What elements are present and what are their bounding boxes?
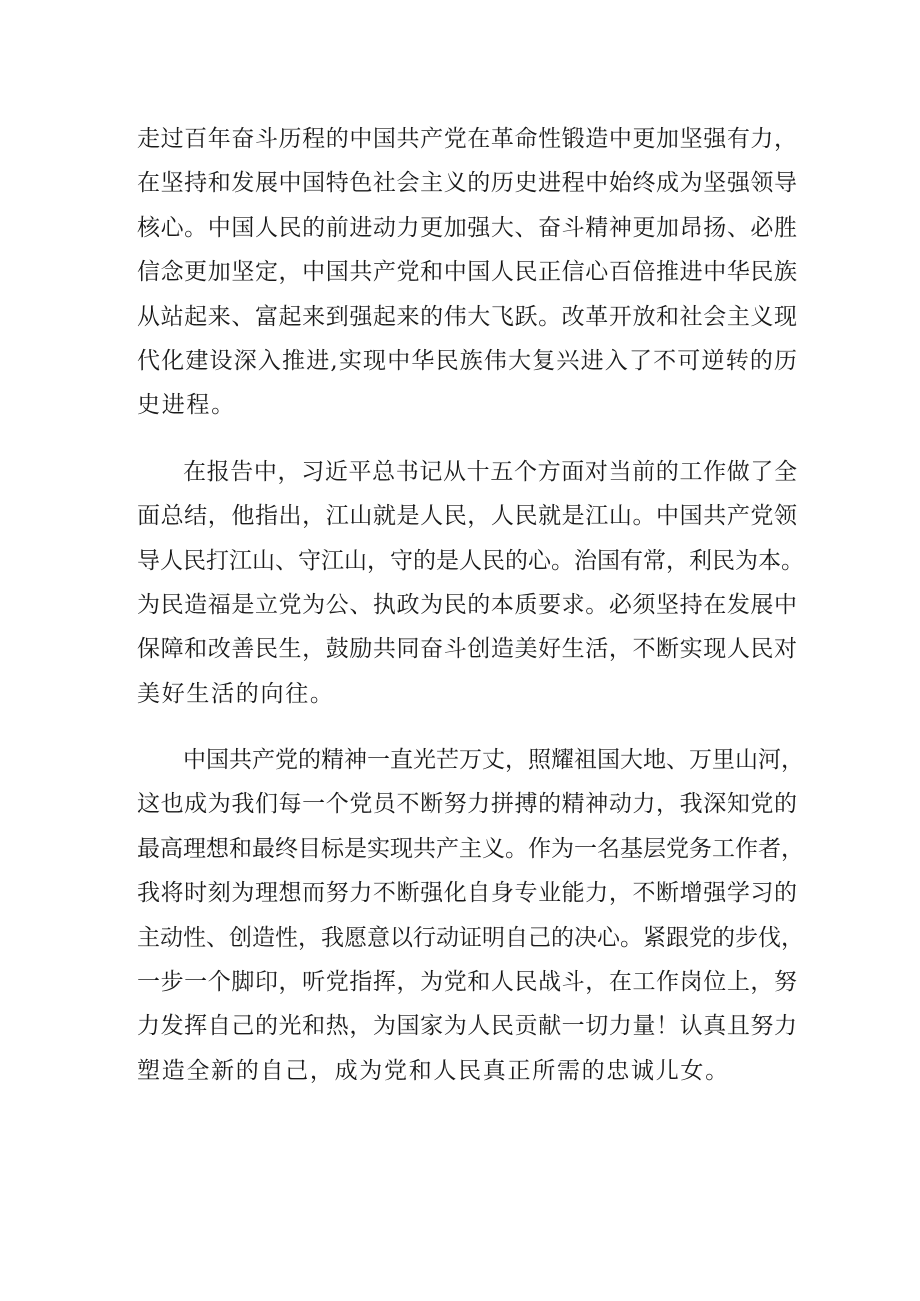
paragraph-2 [137,450,804,716]
paragraph-line: 为民造福是立党为公、执政为民的本质要求。必须坚持在发展中 [137,591,797,618]
paragraph-line: 在报告中，习近平总书记从十五个方面对当前的工作做了全 [183,458,797,485]
paragraph-line: 导人民打江山、守江山，守的是人民的心。治国有常，利民为本。 [137,547,804,574]
paragraph-line: 从站起来、富起来到强起来的伟大飞跃。改革开放和社会主义现 [137,303,797,330]
paragraph-line: 信念更加坚定，中国共产党和中国人民正信心百倍推进中华民族 [137,259,797,286]
paragraph-line: 这也成为我们每一个党员不断努力拼搏的精神动力，我深知党的 [137,791,797,818]
paragraph-3 [137,738,804,1093]
paragraph-spacer [137,716,797,738]
paragraph-line: 在坚持和发展中国特色社会主义的历史进程中始终成为坚强领导 [137,170,797,197]
paragraph-line: 走过百年奋斗历程的中国共产党在革命性锻造中更加坚强有力， [137,126,797,152]
paragraph-1 [137,117,797,428]
paragraph-line: 中国共产党的精神一直光芒万丈，照耀祖国大地、万里山河， [183,747,804,774]
paragraph-line: 核心。中国人民的前进动力更加强大、奋斗精神更加昂扬、必胜 [137,214,797,241]
document-body [137,117,804,1093]
paragraph-line: 塑造全新的自己，成为党和人民真正所需的忠诚儿女。 [137,1057,730,1084]
paragraph-line: 面总结，他指出，江山就是人民，人民就是江山。中国共产党领 [137,503,797,530]
paragraph-line: 我将时刻为理想而努力不断强化自身专业能力，不断增强学习的 [137,880,797,907]
paragraph-line: 保障和改善民生，鼓励共同奋斗创造美好生活，不断实现人民对 [137,636,797,663]
paragraph-line: 美好生活的向往。 [137,680,335,707]
paragraph-line: 最高理想和最终目标是实现共产主义。作为一名基层党务工作者， [137,835,804,862]
paragraph-line: 力发挥自己的光和热，为国家为人民贡献一切力量！认真且努力 [137,1013,797,1040]
paragraph-line: 史进程。 [137,392,236,419]
paragraph-spacer [137,428,797,450]
paragraph-line: 一步一个脚印，听党指挥，为党和人民战斗，在工作岗位上，努 [137,969,797,996]
paragraph-line: 代化建设深入推进,实现中华民族伟大复兴进入了不可逆转的历 [137,347,797,374]
paragraph-line: 主动性、创造性，我愿意以行动证明自己的决心。紧跟党的步伐， [137,924,804,951]
